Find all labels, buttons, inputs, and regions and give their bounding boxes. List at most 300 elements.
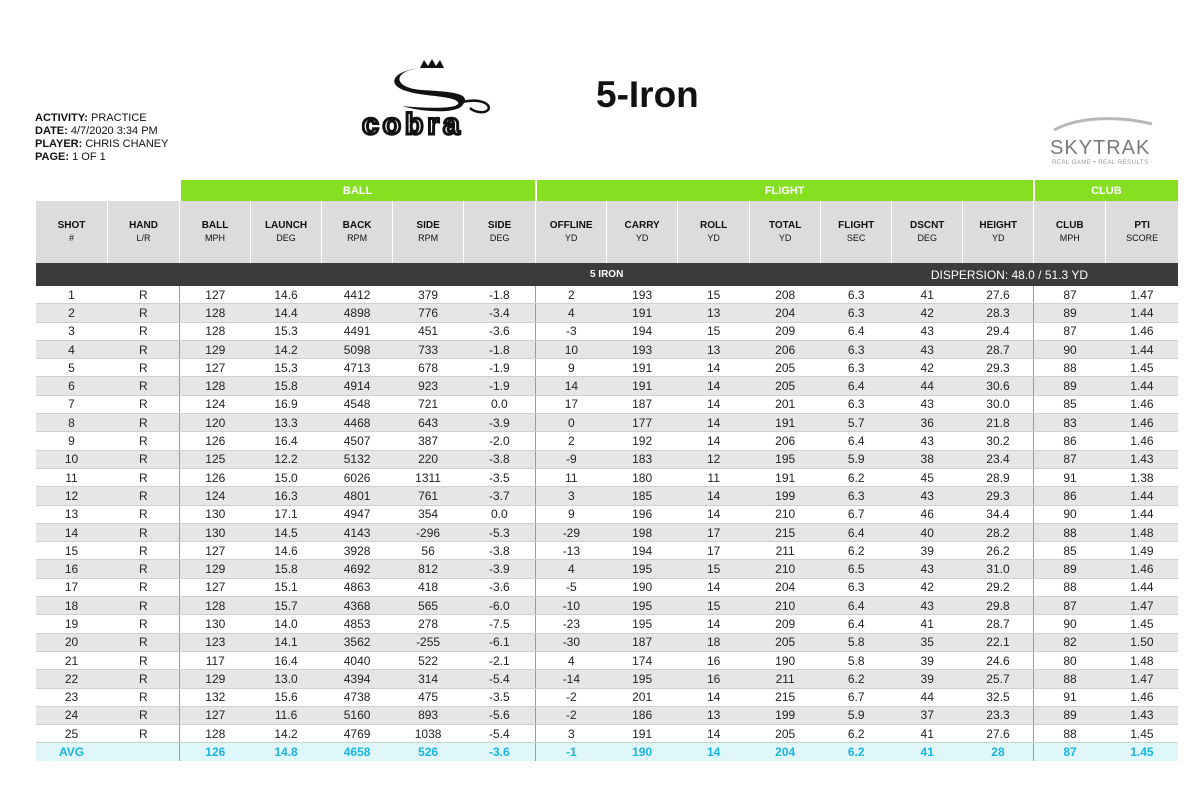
cell-total: 190 [750,651,821,669]
cell-pti: 1.45 [1106,725,1178,743]
cell-flight: 6.2 [821,468,892,486]
cell-ball: 130 [180,523,251,541]
cell-side: 56 [393,542,464,560]
shot-row [36,432,1179,450]
date-label: DATE: [35,125,68,137]
cell-launch: 15.7 [251,597,322,615]
shot-row [36,706,1179,724]
shot-row [36,304,1179,322]
cell-club: 87 [1034,322,1106,340]
cell-side: 678 [393,359,464,377]
cell-total: 210 [750,505,821,523]
cell-offline: -2 [536,688,607,706]
cell-back: 4040 [322,651,393,669]
cell-dscnt: 43 [892,597,963,615]
cell-offline: -3 [536,322,607,340]
cell-carry: 191 [607,377,678,395]
cell-shot: 3 [36,322,108,340]
group-header-row [36,180,1179,201]
column-header-hand-lr [108,201,180,263]
cell-hand: R [108,523,180,541]
cell-side: -1.8 [464,340,536,358]
cell-side: 565 [393,597,464,615]
cell-back: 4738 [322,688,393,706]
cell-offline: 17 [536,395,607,413]
cell-launch: 14.6 [251,542,322,560]
cell-ball: 124 [180,487,251,505]
cell-shot: 1 [36,286,108,304]
column-unit: MPH [1059,233,1080,243]
skytrak-logo [1040,114,1160,168]
column-unit: YD [991,233,1005,243]
shot-row [36,286,1179,304]
cell-roll: 14 [678,725,750,743]
cell-dscnt: 41 [892,615,963,633]
column-header-ball-mph [180,201,251,263]
shot-row [36,578,1179,596]
column-unit: YD [707,233,720,243]
cell-side: 1311 [393,468,464,486]
cell-side: -5.4 [464,725,536,743]
column-name: LAUNCH [264,220,308,231]
cell-club: 83 [1034,414,1106,432]
player-value: CHRIS CHANEY [85,138,169,150]
cell-dscnt: 39 [892,670,963,688]
cell-flight: 6.3 [821,487,892,505]
cell-club: 85 [1034,542,1106,560]
cell-hand: R [108,542,180,560]
cell-pti: 1.45 [1106,359,1178,377]
shot-data-table [35,180,1178,761]
column-unit: MPH [205,233,226,243]
cell-offline: -2 [536,706,607,724]
cell-shot: 12 [36,487,108,505]
cell-offline: 2 [536,286,607,304]
cell-launch: 14.0 [251,615,322,633]
cell-back: 4468 [322,414,393,432]
cell-club: 86 [1034,487,1106,505]
cell-hand: R [108,359,180,377]
shot-row [36,615,1179,633]
cell-side: 721 [393,395,464,413]
cell-carry: 177 [607,414,678,432]
cell-flight: 5.9 [821,706,892,724]
cell-dscnt: 37 [892,706,963,724]
cell-hand: R [108,706,180,724]
avg-cell-flight: 6.2 [821,743,892,762]
cell-launch: 16.3 [251,487,322,505]
cell-club: 89 [1034,706,1106,724]
cell-side: -3.9 [464,414,536,432]
cell-total: 195 [750,450,821,468]
cell-roll: 15 [678,560,750,578]
cell-ball: 130 [180,505,251,523]
cell-dscnt: 46 [892,505,963,523]
cell-shot: 23 [36,688,108,706]
cell-shot: 16 [36,560,108,578]
avg-cell-club: 87 [1034,743,1106,762]
cell-offline: 2 [536,432,607,450]
cell-total: 208 [750,286,821,304]
column-header-height-yd [963,201,1034,263]
cell-ball: 128 [180,725,251,743]
cell-side: 733 [393,340,464,358]
cell-total: 199 [750,706,821,724]
cell-pti: 1.43 [1106,706,1178,724]
column-unit: YD [635,233,649,243]
club-name: 5 IRON [322,263,892,286]
cell-side: -255 [393,633,464,651]
avg-cell-height: 28 [963,743,1034,762]
cell-height: 26.2 [963,542,1034,560]
cell-club: 88 [1034,725,1106,743]
cell-height: 32.5 [963,688,1034,706]
column-name: OFFLINE [549,220,593,231]
cell-offline: 11 [536,468,607,486]
cell-shot: 7 [36,395,108,413]
column-name: HAND [129,220,158,231]
cell-flight: 6.4 [821,322,892,340]
cell-shot: 25 [36,725,108,743]
cell-ball: 128 [180,304,251,322]
cell-side: 278 [393,615,464,633]
column-name: CLUB [1055,220,1084,231]
cell-hand: R [108,450,180,468]
column-unit: DEG [276,233,296,243]
cell-launch: 13.3 [251,414,322,432]
shot-row [36,688,1179,706]
cell-side: 387 [393,432,464,450]
cell-club: 88 [1034,578,1106,596]
cell-roll: 14 [678,359,750,377]
cell-carry: 192 [607,432,678,450]
cell-flight: 6.2 [821,725,892,743]
cell-roll: 14 [678,487,750,505]
cell-roll: 11 [678,468,750,486]
cell-side: 1038 [393,725,464,743]
cell-hand: R [108,651,180,669]
cell-flight: 6.2 [821,542,892,560]
cell-total: 205 [750,377,821,395]
shot-row [36,542,1179,560]
cell-shot: 21 [36,651,108,669]
cell-ball: 127 [180,542,251,560]
cell-pti: 1.46 [1106,322,1178,340]
cell-carry: 187 [607,395,678,413]
cell-roll: 14 [678,432,750,450]
cell-club: 85 [1034,395,1106,413]
cell-ball: 128 [180,377,251,395]
cell-carry: 193 [607,286,678,304]
cell-hand: R [108,505,180,523]
cell-total: 210 [750,560,821,578]
page-label: PAGE: [35,151,70,163]
group-club: CLUB [1034,180,1178,201]
cell-height: 29.4 [963,322,1034,340]
shot-row [36,395,1179,413]
cell-offline: -30 [536,633,607,651]
cell-roll: 18 [678,633,750,651]
cell-club: 87 [1034,450,1106,468]
cell-flight: 6.5 [821,560,892,578]
cell-ball: 126 [180,432,251,450]
cell-hand: R [108,633,180,651]
cell-shot: 19 [36,615,108,633]
cell-offline: 4 [536,304,607,322]
cell-carry: 201 [607,688,678,706]
cell-flight: 6.7 [821,505,892,523]
cell-offline: -10 [536,597,607,615]
cell-back: 6026 [322,468,393,486]
cell-dscnt: 43 [892,560,963,578]
column-name: SHOT [57,220,86,231]
cell-ball: 123 [180,633,251,651]
avg-cell-carry: 190 [607,743,678,762]
cell-club: 86 [1034,432,1106,450]
page-row [35,151,168,164]
column-header-roll-yd [678,201,750,263]
cell-hand: R [108,725,180,743]
cell-side: 761 [393,487,464,505]
cell-flight: 6.3 [821,286,892,304]
cell-total: 204 [750,578,821,596]
cell-pti: 1.46 [1106,414,1178,432]
cell-offline: 14 [536,377,607,395]
cell-height: 29.3 [963,487,1034,505]
cell-shot: 10 [36,450,108,468]
cell-roll: 13 [678,340,750,358]
cell-side: -1.9 [464,359,536,377]
club-info-row [36,263,1179,286]
cell-shot: 13 [36,505,108,523]
cell-carry: 194 [607,542,678,560]
shot-row [36,670,1179,688]
cell-dscnt: 42 [892,304,963,322]
page-value: 1 OF 1 [72,151,106,163]
avg-cell-side: -3.6 [464,743,536,762]
cell-shot: 9 [36,432,108,450]
shot-row [36,377,1179,395]
cell-total: 209 [750,322,821,340]
cell-back: 4863 [322,578,393,596]
cell-shot: 6 [36,377,108,395]
cell-offline: -14 [536,670,607,688]
avg-cell-ball: 126 [180,743,251,762]
cell-ball: 128 [180,597,251,615]
cell-offline: 4 [536,651,607,669]
cell-back: 4491 [322,322,393,340]
activity-row [35,112,168,125]
cell-flight: 6.7 [821,688,892,706]
column-unit: L/R [136,233,151,243]
cell-flight: 6.4 [821,377,892,395]
cell-back: 4394 [322,670,393,688]
cell-hand: R [108,688,180,706]
cell-carry: 180 [607,468,678,486]
cell-ball: 117 [180,651,251,669]
cell-total: 209 [750,615,821,633]
cell-total: 215 [750,523,821,541]
column-name: HEIGHT [979,220,1018,231]
cell-roll: 14 [678,505,750,523]
shot-row [36,359,1179,377]
cell-height: 30.0 [963,395,1034,413]
cell-flight: 6.3 [821,578,892,596]
cell-side: -5.4 [464,670,536,688]
cell-side: 923 [393,377,464,395]
cell-back: 5098 [322,340,393,358]
cell-pti: 1.50 [1106,633,1178,651]
cell-height: 22.1 [963,633,1034,651]
cell-carry: 190 [607,578,678,596]
cell-dscnt: 36 [892,414,963,432]
column-header-pti-score [1106,201,1178,263]
cell-height: 30.6 [963,377,1034,395]
cell-back: 5160 [322,706,393,724]
cell-hand: R [108,340,180,358]
cell-dscnt: 42 [892,578,963,596]
cell-roll: 15 [678,286,750,304]
cell-carry: 174 [607,651,678,669]
cell-pti: 1.44 [1106,304,1178,322]
cell-back: 4898 [322,304,393,322]
column-name: FLIGHT [838,220,875,231]
cell-hand: R [108,468,180,486]
cell-roll: 12 [678,450,750,468]
cell-side: -6.0 [464,597,536,615]
cell-height: 28.7 [963,340,1034,358]
cell-back: 4769 [322,725,393,743]
cell-shot: 22 [36,670,108,688]
cell-club: 88 [1034,670,1106,688]
cell-carry: 185 [607,487,678,505]
column-unit: # [69,233,75,243]
column-name: PTI [1134,220,1150,231]
cell-height: 28.2 [963,523,1034,541]
cell-roll: 15 [678,322,750,340]
cell-offline: -29 [536,523,607,541]
cell-launch: 15.1 [251,578,322,596]
cell-club: 89 [1034,304,1106,322]
cell-pti: 1.47 [1106,670,1178,688]
cell-back: 4507 [322,432,393,450]
cell-flight: 6.3 [821,340,892,358]
cell-carry: 187 [607,633,678,651]
cell-club: 89 [1034,377,1106,395]
cell-side: 812 [393,560,464,578]
cell-side: -1.9 [464,377,536,395]
column-unit: SCORE [1126,233,1159,243]
cell-dscnt: 43 [892,432,963,450]
cell-launch: 15.8 [251,560,322,578]
cell-flight: 5.9 [821,450,892,468]
cell-side: 522 [393,651,464,669]
cell-shot: 4 [36,340,108,358]
cell-flight: 6.2 [821,670,892,688]
cell-back: 4947 [322,505,393,523]
cell-launch: 16.4 [251,432,322,450]
cell-side: -2.1 [464,651,536,669]
column-name: BACK [342,220,372,231]
group-flight: FLIGHT [536,180,1034,201]
cell-carry: 183 [607,450,678,468]
cell-launch: 11.6 [251,706,322,724]
cell-club: 91 [1034,468,1106,486]
cell-side: -296 [393,523,464,541]
player-row [35,138,168,151]
shot-row [36,560,1179,578]
cell-club: 87 [1034,597,1106,615]
cell-dscnt: 42 [892,359,963,377]
cell-pti: 1.46 [1106,432,1178,450]
cell-side: -7.5 [464,615,536,633]
date-row [35,125,168,138]
cell-dscnt: 39 [892,651,963,669]
cell-dscnt: 41 [892,286,963,304]
cell-launch: 14.2 [251,340,322,358]
cell-offline: 9 [536,505,607,523]
cell-side: -2.0 [464,432,536,450]
cell-shot: 20 [36,633,108,651]
cell-roll: 13 [678,304,750,322]
cell-height: 28.7 [963,615,1034,633]
cell-carry: 195 [607,615,678,633]
cell-club: 88 [1034,359,1106,377]
cell-offline: 10 [536,340,607,358]
cell-pti: 1.48 [1106,523,1178,541]
avg-cell-dscnt: 41 [892,743,963,762]
cell-ball: 126 [180,468,251,486]
column-unit: SEC [846,233,866,243]
cell-launch: 16.4 [251,651,322,669]
cell-side: 776 [393,304,464,322]
shot-row [36,633,1179,651]
cell-ball: 127 [180,359,251,377]
cell-club: 88 [1034,523,1106,541]
cell-side: -6.1 [464,633,536,651]
cell-height: 24.6 [963,651,1034,669]
cell-roll: 14 [678,578,750,596]
cell-dscnt: 38 [892,450,963,468]
cell-pti: 1.49 [1106,542,1178,560]
cell-hand: R [108,597,180,615]
column-name: SIDE [416,220,440,231]
avg-cell-side: 526 [393,743,464,762]
cell-dscnt: 44 [892,377,963,395]
cell-back: 3928 [322,542,393,560]
cell-pti: 1.47 [1106,597,1178,615]
cell-carry: 191 [607,304,678,322]
cell-launch: 14.5 [251,523,322,541]
cell-total: 191 [750,468,821,486]
cell-launch: 14.6 [251,286,322,304]
cell-flight: 5.8 [821,651,892,669]
cell-carry: 191 [607,725,678,743]
cell-pti: 1.44 [1106,340,1178,358]
cell-side: 354 [393,505,464,523]
cell-launch: 15.6 [251,688,322,706]
cell-club: 82 [1034,633,1106,651]
cell-total: 205 [750,725,821,743]
cell-flight: 5.8 [821,633,892,651]
cell-club: 90 [1034,615,1106,633]
column-name: SIDE [487,220,512,231]
cell-pti: 1.38 [1106,468,1178,486]
cell-side: 0.0 [464,395,536,413]
cell-side: 475 [393,688,464,706]
cell-total: 199 [750,487,821,505]
cell-carry: 186 [607,706,678,724]
